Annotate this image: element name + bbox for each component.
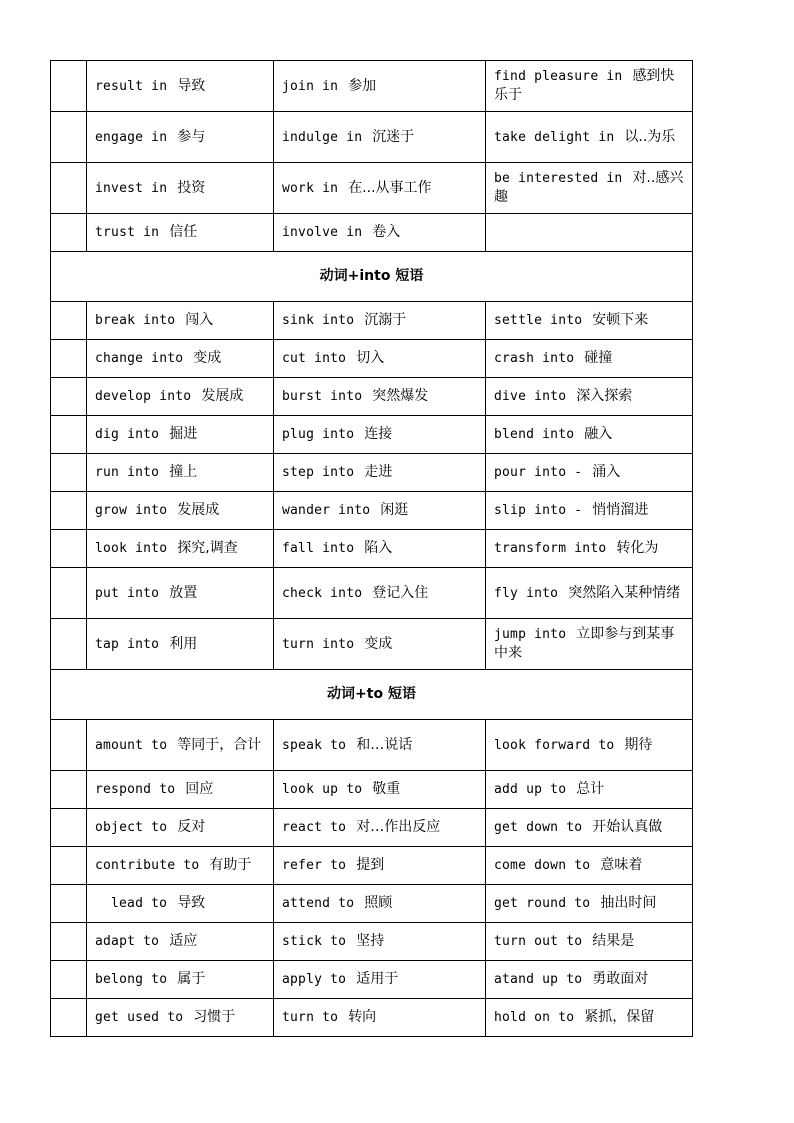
phrase-cn: 意味着 — [600, 857, 643, 873]
phrase-cn: 紧抓，保留 — [584, 1009, 655, 1025]
phrase-en: atand up to — [494, 972, 583, 987]
table-row — [51, 61, 693, 112]
phrase-cn: 信任 — [169, 224, 198, 240]
phrase-cell — [486, 923, 693, 961]
index-cell — [51, 340, 87, 378]
index-cell — [51, 619, 87, 670]
phrase-en: put into — [95, 585, 160, 601]
phrase-cell — [486, 568, 693, 619]
phrase-cell — [274, 492, 486, 530]
phrase-cell — [274, 568, 486, 619]
phrase-en: add up to — [494, 782, 567, 797]
phrase-cell — [486, 163, 693, 214]
table-row — [51, 885, 693, 923]
phrase-cn: 转向 — [348, 1009, 377, 1025]
phrase-en: blend into — [494, 427, 575, 442]
phrase-cn: 涌入 — [592, 464, 621, 480]
phrase-cell — [274, 809, 486, 847]
phrase-en: check into — [282, 585, 363, 601]
index-cell — [51, 809, 87, 847]
phrase-en: attend to — [282, 896, 355, 911]
index-cell — [51, 302, 87, 340]
phrase-cn: 属于 — [177, 971, 206, 987]
phrase-en: look forward to — [494, 737, 615, 753]
phrase-en: pour into - — [494, 465, 583, 480]
phrase-cn: 变成 — [364, 635, 393, 652]
phrase-en: apply to — [282, 972, 347, 987]
phrase-en: develop into — [95, 389, 192, 404]
phrase-en: work in — [282, 180, 339, 196]
phrase-en: turn into — [282, 636, 355, 652]
section-title: 动词+into 短语 — [51, 252, 693, 302]
phrase-en: get down to — [494, 820, 583, 835]
phrase-cn: 走进 — [364, 464, 393, 480]
phrase-cn: 在...从事工作 — [348, 179, 432, 196]
table-row — [51, 771, 693, 809]
phrase-en: refer to — [282, 858, 347, 873]
phrase-en: react to — [282, 820, 347, 835]
phrase-cell — [87, 378, 274, 416]
phrase-en: come down to — [494, 858, 591, 873]
phrase-cn: 习惯于 — [193, 1009, 236, 1025]
phrase-cell — [486, 61, 693, 112]
phrase-cell — [274, 530, 486, 568]
phrase-cn: 导致 — [177, 895, 206, 911]
phrase-en: dig into — [95, 427, 160, 442]
phrase-cn: 勇敢面对 — [592, 971, 649, 987]
phrase-en: transform into — [494, 541, 607, 556]
phrase-cell — [274, 340, 486, 378]
phrase-en: result in — [95, 78, 168, 94]
phrase-cell — [87, 112, 274, 163]
phrase-en: get round to — [494, 896, 591, 911]
phrase-en: belong to — [95, 972, 168, 987]
phrase-en: tap into — [95, 636, 160, 652]
phrase-en: amount to — [95, 737, 168, 753]
table-row — [51, 720, 693, 771]
phrase-cn: 闲逛 — [380, 502, 409, 518]
phrase-cell — [486, 720, 693, 771]
phrase-cn: 突然陷入某种情绪 — [568, 584, 681, 601]
phrase-en: find pleasure in — [494, 69, 623, 84]
phrase-cell — [486, 378, 693, 416]
phrase-cn: 立即参与到某事中来 — [494, 626, 675, 661]
table-row — [51, 416, 693, 454]
table-row — [51, 847, 693, 885]
table-row — [51, 568, 693, 619]
section-header-row — [51, 670, 693, 720]
phrase-cn: 以..为乐 — [624, 128, 676, 145]
phrase-cell — [274, 720, 486, 771]
phrase-en: fly into — [494, 585, 559, 601]
phrase-cell — [486, 809, 693, 847]
phrase-cell-empty — [486, 214, 693, 252]
phrase-cn: 掘进 — [169, 426, 198, 442]
phrase-cell — [87, 454, 274, 492]
phrase-cn: 变成 — [193, 350, 222, 366]
index-cell — [51, 720, 87, 771]
phrase-cell — [274, 885, 486, 923]
phrase-cell — [486, 619, 693, 670]
phrase-cell — [274, 61, 486, 112]
phrase-cn: 卷入 — [372, 224, 401, 240]
phrase-en: wander into — [282, 503, 371, 518]
phrase-cn: 利用 — [169, 635, 198, 652]
phrase-cn: 适应 — [169, 933, 198, 949]
phrase-en: slip into - — [494, 503, 583, 518]
phrase-en: engage in — [95, 129, 168, 145]
phrase-en: trust in — [95, 225, 160, 240]
phrase-cell — [87, 340, 274, 378]
phrase-cell — [486, 999, 693, 1037]
phrase-cell — [87, 999, 274, 1037]
table-row — [51, 530, 693, 568]
index-cell — [51, 454, 87, 492]
table-row — [51, 999, 693, 1037]
phrase-cell — [87, 530, 274, 568]
phrase-cell — [87, 492, 274, 530]
phrase-cell — [486, 530, 693, 568]
phrase-cn: 和…说话 — [356, 736, 413, 753]
phrase-cn: 有助于 — [209, 857, 252, 873]
phrase-en: crash into — [494, 351, 575, 366]
phrase-cell — [87, 809, 274, 847]
phrase-en: plug into — [282, 427, 355, 442]
table-row — [51, 112, 693, 163]
table-row — [51, 214, 693, 252]
phrase-en: burst into — [282, 389, 363, 404]
index-cell — [51, 112, 87, 163]
index-cell — [51, 530, 87, 568]
table-row — [51, 961, 693, 999]
phrase-cell — [274, 112, 486, 163]
table-row — [51, 619, 693, 670]
phrase-cell — [486, 771, 693, 809]
phrase-en: stick to — [282, 934, 347, 949]
phrase-cn: 回应 — [185, 781, 214, 797]
phrase-cell — [274, 214, 486, 252]
phrase-en: break into — [95, 313, 176, 328]
table-row — [51, 302, 693, 340]
phrase-cell — [274, 999, 486, 1037]
phrase-cn: 坚持 — [356, 933, 385, 949]
phrase-cn: 开始认真做 — [592, 819, 663, 835]
phrase-en: respond to — [95, 782, 176, 797]
phrase-cn: 总计 — [576, 781, 605, 797]
phrase-cell — [274, 378, 486, 416]
phrase-cn: 感到快乐于 — [494, 68, 675, 103]
table-row — [51, 923, 693, 961]
table-row — [51, 163, 693, 214]
phrase-en: indulge in — [282, 129, 363, 145]
phrase-cell — [486, 961, 693, 999]
phrase-table — [50, 60, 693, 1037]
phrase-en: involve in — [282, 225, 363, 240]
phrase-cell — [274, 923, 486, 961]
phrase-en: speak to — [282, 737, 347, 753]
index-cell — [51, 923, 87, 961]
phrase-cn: 连接 — [364, 426, 393, 442]
phrase-en: sink into — [282, 313, 355, 328]
phrase-cell — [486, 847, 693, 885]
phrase-en: join in — [282, 78, 339, 94]
index-cell — [51, 961, 87, 999]
phrase-cell — [274, 163, 486, 214]
phrase-cn: 投资 — [177, 179, 206, 196]
index-cell — [51, 61, 87, 112]
phrase-cell — [87, 923, 274, 961]
table-row — [51, 378, 693, 416]
index-cell — [51, 771, 87, 809]
phrase-en: jump into — [494, 627, 567, 642]
phrase-cn: 发展成 — [177, 502, 220, 518]
index-cell — [51, 999, 87, 1037]
phrase-cell — [87, 214, 274, 252]
phrase-en: look up to — [282, 782, 363, 797]
phrase-cn: 切入 — [356, 350, 385, 366]
phrase-cell — [87, 885, 274, 923]
phrase-en: be interested in — [494, 171, 623, 186]
table-row — [51, 492, 693, 530]
index-cell — [51, 492, 87, 530]
index-cell — [51, 378, 87, 416]
phrase-cn: 悄悄溜进 — [592, 502, 649, 518]
phrase-cn: 沉溺于 — [364, 312, 407, 328]
phrase-cell — [274, 619, 486, 670]
phrase-en: settle into — [494, 313, 583, 328]
phrase-cell — [87, 61, 274, 112]
table-row — [51, 454, 693, 492]
phrase-en: object to — [95, 820, 168, 835]
phrase-cn: 抽出时间 — [600, 895, 657, 911]
table-row — [51, 340, 693, 378]
phrase-cell — [486, 340, 693, 378]
phrase-cn: 碰撞 — [584, 350, 613, 366]
phrase-cn: 对..感兴趣 — [494, 170, 684, 205]
phrase-cn: 探究,调查 — [177, 540, 238, 556]
phrase-en: cut into — [282, 351, 347, 366]
phrase-en: invest in — [95, 180, 168, 196]
phrase-cell — [486, 885, 693, 923]
phrase-cn: 转化为 — [616, 540, 659, 556]
phrase-cn: 突然爆发 — [372, 388, 429, 404]
phrase-en: contribute to — [95, 858, 200, 873]
phrase-cn: 发展成 — [201, 388, 244, 404]
phrase-cell — [274, 961, 486, 999]
index-cell — [51, 214, 87, 252]
phrase-en: get used to — [95, 1010, 184, 1025]
phrase-cell — [87, 163, 274, 214]
phrase-cell — [87, 619, 274, 670]
phrase-cn: 反对 — [177, 819, 206, 835]
phrase-en: grow into — [95, 503, 168, 518]
phrase-en: change into — [95, 351, 184, 366]
phrase-en: turn to — [282, 1010, 339, 1025]
phrase-cn: 照顾 — [364, 895, 393, 911]
table-row — [51, 809, 693, 847]
phrase-cell — [486, 302, 693, 340]
phrase-cn: 提到 — [356, 857, 385, 873]
phrase-cn: 融入 — [584, 426, 613, 442]
phrase-cell — [87, 961, 274, 999]
phrase-cell — [274, 771, 486, 809]
phrase-cell — [274, 454, 486, 492]
phrase-cn: 敬重 — [372, 781, 401, 797]
phrase-cell — [486, 454, 693, 492]
phrase-en: dive into — [494, 389, 567, 404]
phrase-cell — [274, 416, 486, 454]
phrase-cn: 期待 — [624, 736, 653, 753]
phrase-en: step into — [282, 465, 355, 480]
phrase-cell — [87, 302, 274, 340]
phrase-cn: 撞上 — [169, 464, 198, 480]
phrase-cell — [486, 416, 693, 454]
phrase-cn: 放置 — [169, 584, 198, 601]
index-cell — [51, 847, 87, 885]
phrase-cell — [87, 416, 274, 454]
section-header-row — [51, 252, 693, 302]
phrase-cn: 对…作出反应 — [356, 819, 441, 835]
phrase-en: fall into — [282, 541, 355, 556]
phrase-cn: 适用于 — [356, 971, 399, 987]
phrase-cell — [274, 847, 486, 885]
index-cell — [51, 568, 87, 619]
section-title: 动词+to 短语 — [51, 670, 693, 720]
phrase-cn: 参加 — [348, 77, 377, 94]
phrase-en: take delight in — [494, 129, 615, 145]
phrase-en: look into — [95, 541, 168, 556]
phrase-cn: 深入探索 — [576, 388, 633, 404]
phrase-en: adapt to — [95, 934, 160, 949]
phrase-cn: 安顿下来 — [592, 312, 649, 328]
index-cell — [51, 416, 87, 454]
phrase-cell — [486, 112, 693, 163]
phrase-cn: 结果是 — [592, 933, 635, 949]
index-cell — [51, 885, 87, 923]
phrase-cell — [87, 568, 274, 619]
phrase-cn: 登记入住 — [372, 584, 429, 601]
phrase-en: run into — [95, 465, 160, 480]
phrase-en: turn out to — [494, 934, 583, 949]
phrase-cn: 闯入 — [185, 312, 214, 328]
phrase-cn: 陷入 — [364, 540, 393, 556]
phrase-cn: 等同于，合计 — [177, 736, 262, 753]
phrase-cn: 沉迷于 — [372, 128, 415, 145]
phrase-cell — [87, 847, 274, 885]
phrase-cell — [274, 302, 486, 340]
index-cell — [51, 163, 87, 214]
phrase-cell — [87, 720, 274, 771]
phrase-cell — [486, 492, 693, 530]
phrase-cn: 参与 — [177, 128, 206, 145]
phrase-cell — [87, 771, 274, 809]
phrase-en: hold on to — [494, 1010, 575, 1025]
phrase-en: lead to — [111, 896, 168, 911]
phrase-cn: 导致 — [177, 77, 206, 94]
